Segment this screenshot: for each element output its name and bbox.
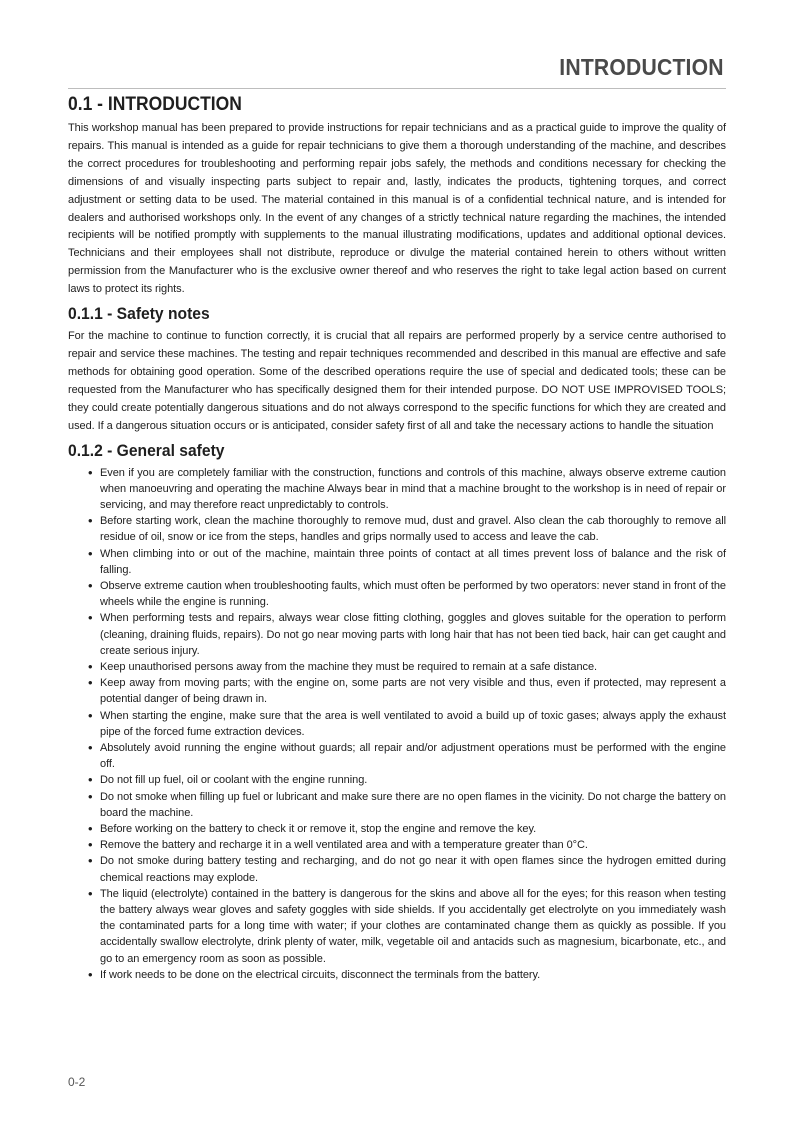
list-item: • Do not fill up fuel, oil or coolant with the engine running. [88, 772, 726, 788]
page-content [68, 92, 726, 983]
header-divider [68, 88, 726, 89]
list-item: • If work needs to be done on the electrical circuits, disconnect the terminals from the battery. [88, 967, 726, 983]
list-item: • Before starting work, clean the machine thoroughly to remove mud, dust and gravel. Also clean the cab thoroughly to remove all residue of oil, snow or ice from the steps, handles and grips normally used to access and leave the cab. [88, 513, 726, 545]
list-item: • Do not smoke during battery testing and recharging, and do not go near it with open flames since the hydrogen emitted during chemical reactions may explode. [88, 853, 726, 885]
list-item: • Keep away from moving parts; with the engine on, some parts are not very visible and thus, even if protected, may represent a potential danger of being drawn in. [88, 675, 726, 707]
list-item: • Observe extreme caution when troubleshooting faults, which must often be performed by two operators: never stand in front of the wheels while the engine is running. [88, 578, 726, 610]
list-item: • Keep unauthorised persons away from the machine they must be required to remain at a safe distance. [88, 659, 726, 675]
list-item: • When performing tests and repairs, always wear close fitting clothing, goggles and gloves suitable for the operation to perform (cleaning, draining fluids, repairs). Do not go near moving parts with long hair that has not been tied back, hair can get caught and create serious injury. [88, 610, 726, 659]
intro-heading: 0.1 - INTRODUCTION [68, 94, 242, 115]
list-item: • Do not smoke when filling up fuel or lubricant and make sure there are no open flames in the vicinity. Do not charge the battery on board the machine. [88, 789, 726, 821]
safety-notes-heading: 0.1.1 - Safety notes [68, 304, 210, 324]
list-item: • Absolutely avoid running the engine without guards; all repair and/or adjustment operations must be performed with the engine off. [88, 740, 726, 772]
general-safety-list [68, 465, 726, 984]
safety-notes-paragraph: For the machine to continue to function correctly, it is crucial that all repairs are performed properly by a service centre authorised to repair and service these machines. The testing and repair techniques recommended and described in this manual are effective and safe methods for obtaining good operation. Some of the described operations require the use of special and dedicated tools; these can be requested from the Manufacturer who has specifically designed them for their intended purpose. DO NOT USE IMPROVISED TOOLS; they could create potentially dangerous situations and do not always correspond to the specific functions for which they are created and used. If a dangerous situation occurs or is anticipated, consider safety first of all and take the necessary actions to handle the situation [68, 330, 726, 432]
list-item: • Even if you are completely familiar with the construction, functions and controls of this machine, always observe extreme caution when manoeuvring and operating the machine Always bear in mind that a machine brought to the workshop is in need of repair or servicing, and may therefore react unpredictably to controls. [88, 465, 726, 514]
list-item: • Remove the battery and recharge it in a well ventilated area and with a temperature greater than 0°C. [88, 837, 726, 853]
intro-paragraph: This workshop manual has been prepared to provide instructions for repair technicians and as a practical guide to improve the quality of repairs. This manual is intended as a guide for repair technicians to give them a thorough understanding of the machine, and describes the correct procedures for troubleshooting and performing repair jobs safely, the methods and conditions necessary for checking the dimensions of and visually inspecting parts subject to repair and, lastly, indicates the products, tightening torques, and correct adjustment or setting data to be used. The material contained in this manual is of a confidential technical nature, and is intended for dealers and authorised workshops only. In the event of any changes of a strictly technical nature regarding the machines, the intended recipients will be notified promptly with supplements to the manual illustrating modifications, updates and additional optional devices. Technicians and their employees shall not distribute, reproduce or divulge the material contained herein to others without written permission from the Manufacturer who is the exclusive owner thereof and who reserves the right to take legal action based on current laws to protect its rights. [68, 122, 726, 296]
list-item: • Before working on the battery to check it or remove it, stop the engine and remove the key. [88, 821, 726, 837]
page-number: 0-2 [68, 1075, 86, 1089]
list-item: • When starting the engine, make sure that the area is well ventilated to avoid a build up of toxic gases; always apply the exhaust pipe of the forced fume extraction devices. [88, 708, 726, 740]
list-item: • When climbing into or out of the machine, maintain three points of contact at all times prevent loss of balance and the risk of falling. [88, 546, 726, 578]
general-safety-heading: 0.1.2 - General safety [68, 440, 225, 460]
chapter-title: INTRODUCTION [559, 54, 724, 80]
list-item: • The liquid (electrolyte) contained in the battery is dangerous for the skins and above all for the eyes; for this reason when testing the battery always wear gloves and safety goggles with side shields. If you accidentally get electrolyte on you immediately wash the contaminated parts for a long time with water; if your clothes are contaminated change them as quickly as possible. If you accidentally swallow electrolyte, drink plenty of water, milk, vegetable oil and antacids such as magnesium, bicarbonate, etc., and go to an emergency room as soon as possible. [88, 886, 726, 967]
